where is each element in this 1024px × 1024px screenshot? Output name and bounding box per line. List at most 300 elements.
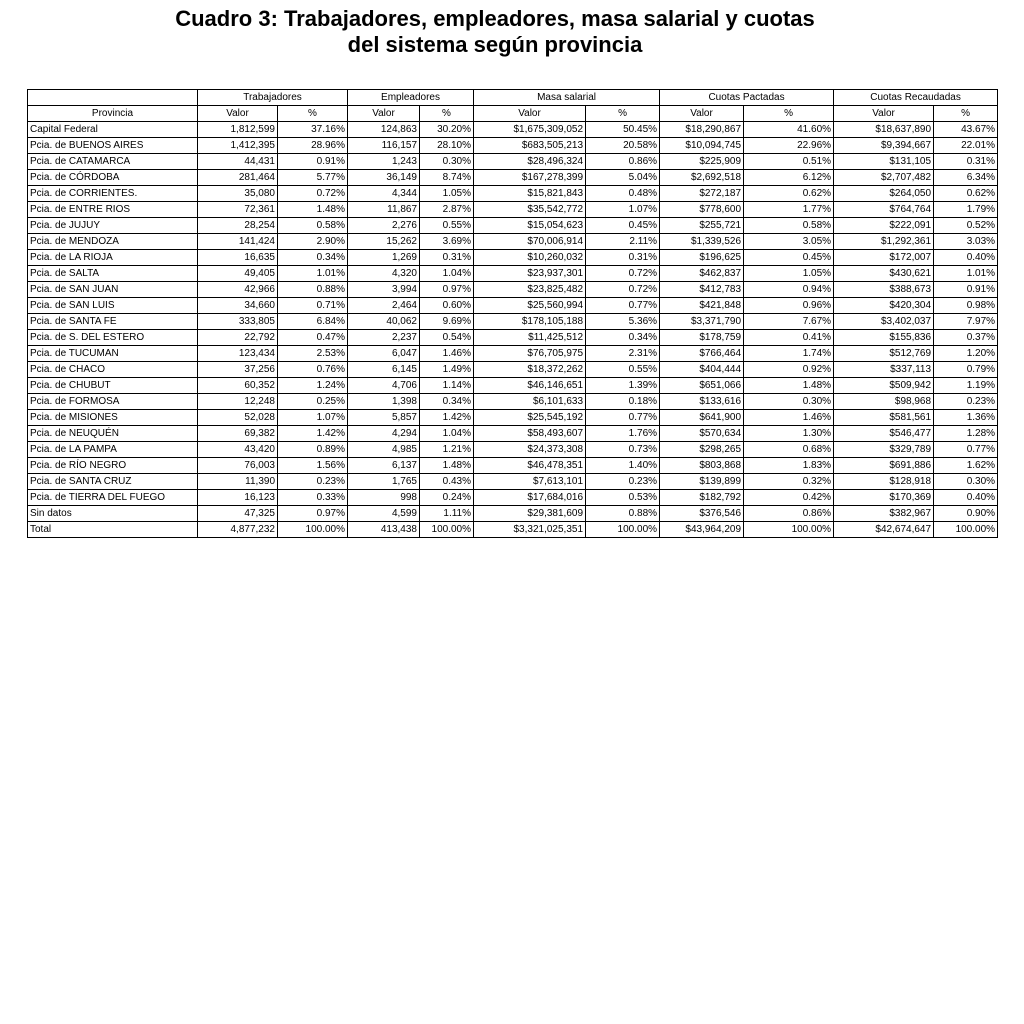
cell-trabajadores-valor: 1,412,395 (198, 138, 278, 154)
cell-cuotas-pactadas-pct: 0.30% (744, 394, 834, 410)
cell-empleadores-pct: 30.20% (420, 122, 474, 138)
cell-cuotas-pactadas-pct: 0.51% (744, 154, 834, 170)
cell-trabajadores-valor: 69,382 (198, 426, 278, 442)
table-row (28, 138, 998, 154)
cell-trabajadores-valor: 60,352 (198, 378, 278, 394)
cell-cuotas-recaudadas-pct: 0.62% (934, 186, 998, 202)
cell-trabajadores-pct: 0.71% (278, 298, 348, 314)
page-title (0, 6, 990, 58)
cell-empleadores-pct: 2.87% (420, 202, 474, 218)
cell-masa-salarial-valor: $18,372,262 (474, 362, 586, 378)
cell-cuotas-pactadas-valor: $43,964,209 (660, 522, 744, 538)
cell-cuotas-pactadas-pct: 0.41% (744, 330, 834, 346)
cell-trabajadores-pct: 0.23% (278, 474, 348, 490)
cell-cuotas-recaudadas-pct: 1.36% (934, 410, 998, 426)
cell-trabajadores-valor: 49,405 (198, 266, 278, 282)
cell-empleadores-pct: 1.21% (420, 442, 474, 458)
cell-cuotas-recaudadas-valor: $155,836 (834, 330, 934, 346)
cell-masa-salarial-valor: $70,006,914 (474, 234, 586, 250)
cell-cuotas-recaudadas-valor: $430,621 (834, 266, 934, 282)
cell-cuotas-pactadas-valor: $3,371,790 (660, 314, 744, 330)
cell-cuotas-pactadas-valor: $651,066 (660, 378, 744, 394)
cell-trabajadores-pct: 37.16% (278, 122, 348, 138)
cell-masa-salarial-pct: 0.48% (586, 186, 660, 202)
cell-trabajadores-pct: 0.47% (278, 330, 348, 346)
cell-provincia: Pcia. de MENDOZA (28, 234, 198, 250)
cell-cuotas-recaudadas-valor: $222,091 (834, 218, 934, 234)
cell-cuotas-recaudadas-valor: $1,292,361 (834, 234, 934, 250)
table-row (28, 154, 998, 170)
cell-trabajadores-valor: 47,325 (198, 506, 278, 522)
cell-masa-salarial-valor: $15,821,843 (474, 186, 586, 202)
cell-masa-salarial-valor: $10,260,032 (474, 250, 586, 266)
cell-cuotas-recaudadas-valor: $264,050 (834, 186, 934, 202)
table-row (28, 490, 998, 506)
group-header-empleadores: Empleadores (348, 90, 474, 106)
cell-masa-salarial-valor: $24,373,308 (474, 442, 586, 458)
cell-trabajadores-valor: 16,635 (198, 250, 278, 266)
cell-trabajadores-valor: 123,434 (198, 346, 278, 362)
cell-masa-salarial-valor: $6,101,633 (474, 394, 586, 410)
table-row (28, 234, 998, 250)
cell-trabajadores-pct: 0.25% (278, 394, 348, 410)
cell-trabajadores-pct: 0.33% (278, 490, 348, 506)
cell-cuotas-recaudadas-valor: $128,918 (834, 474, 934, 490)
cell-empleadores-valor: 4,706 (348, 378, 420, 394)
cell-masa-salarial-valor: $178,105,188 (474, 314, 586, 330)
table-row (28, 202, 998, 218)
cell-cuotas-pactadas-valor: $272,187 (660, 186, 744, 202)
cell-trabajadores-valor: 34,660 (198, 298, 278, 314)
cell-provincia: Capital Federal (28, 122, 198, 138)
sub-header-row (28, 106, 998, 122)
cell-trabajadores-pct: 1.48% (278, 202, 348, 218)
cell-cuotas-recaudadas-valor: $3,402,037 (834, 314, 934, 330)
cell-masa-salarial-pct: 2.31% (586, 346, 660, 362)
cell-masa-salarial-valor: $28,496,324 (474, 154, 586, 170)
cell-trabajadores-pct: 0.34% (278, 250, 348, 266)
cell-cuotas-recaudadas-pct: 0.52% (934, 218, 998, 234)
cell-cuotas-recaudadas-pct: 43.67% (934, 122, 998, 138)
cell-cuotas-pactadas-pct: 1.48% (744, 378, 834, 394)
cell-empleadores-valor: 40,062 (348, 314, 420, 330)
cell-cuotas-recaudadas-valor: $546,477 (834, 426, 934, 442)
cell-provincia: Sin datos (28, 506, 198, 522)
cell-provincia: Pcia. de FORMOSA (28, 394, 198, 410)
cell-masa-salarial-valor: $76,705,975 (474, 346, 586, 362)
cell-provincia: Total (28, 522, 198, 538)
cell-masa-salarial-pct: 1.39% (586, 378, 660, 394)
sub-header-valor: Valor (660, 106, 744, 122)
cell-cuotas-recaudadas-pct: 0.40% (934, 490, 998, 506)
cell-empleadores-pct: 0.34% (420, 394, 474, 410)
cell-trabajadores-pct: 0.91% (278, 154, 348, 170)
cell-masa-salarial-valor: $1,675,309,052 (474, 122, 586, 138)
cell-provincia: Pcia. de SANTA CRUZ (28, 474, 198, 490)
cell-cuotas-recaudadas-valor: $42,674,647 (834, 522, 934, 538)
cell-empleadores-pct: 1.04% (420, 426, 474, 442)
cell-masa-salarial-pct: 0.31% (586, 250, 660, 266)
cell-cuotas-recaudadas-valor: $9,394,667 (834, 138, 934, 154)
cell-cuotas-pactadas-pct: 0.68% (744, 442, 834, 458)
table-row (28, 298, 998, 314)
cell-provincia: Pcia. de SANTA FE (28, 314, 198, 330)
cell-cuotas-recaudadas-pct: 0.91% (934, 282, 998, 298)
cell-masa-salarial-valor: $15,054,623 (474, 218, 586, 234)
cell-masa-salarial-valor: $683,505,213 (474, 138, 586, 154)
cell-cuotas-pactadas-valor: $778,600 (660, 202, 744, 218)
cell-trabajadores-valor: 1,812,599 (198, 122, 278, 138)
cell-cuotas-recaudadas-pct: 1.28% (934, 426, 998, 442)
cell-empleadores-pct: 8.74% (420, 170, 474, 186)
table-row (28, 458, 998, 474)
cell-cuotas-pactadas-pct: 1.30% (744, 426, 834, 442)
cell-masa-salarial-pct: 0.77% (586, 298, 660, 314)
cell-cuotas-recaudadas-pct: 7.97% (934, 314, 998, 330)
cell-provincia: Pcia. de TUCUMAN (28, 346, 198, 362)
cell-trabajadores-pct: 100.00% (278, 522, 348, 538)
cell-trabajadores-pct: 1.56% (278, 458, 348, 474)
cell-empleadores-valor: 15,262 (348, 234, 420, 250)
cell-cuotas-recaudadas-pct: 0.98% (934, 298, 998, 314)
cell-trabajadores-pct: 1.01% (278, 266, 348, 282)
sub-header-valor: Valor (198, 106, 278, 122)
cell-empleadores-valor: 11,867 (348, 202, 420, 218)
cell-cuotas-recaudadas-valor: $512,769 (834, 346, 934, 362)
cell-masa-salarial-pct: 5.36% (586, 314, 660, 330)
cell-provincia: Pcia. de CATAMARCA (28, 154, 198, 170)
cell-empleadores-pct: 1.49% (420, 362, 474, 378)
cell-cuotas-pactadas-valor: $376,546 (660, 506, 744, 522)
cell-empleadores-pct: 0.31% (420, 250, 474, 266)
cell-empleadores-pct: 1.04% (420, 266, 474, 282)
cell-empleadores-pct: 1.11% (420, 506, 474, 522)
sub-header-percent: % (586, 106, 660, 122)
cell-trabajadores-pct: 0.58% (278, 218, 348, 234)
cell-empleadores-pct: 0.97% (420, 282, 474, 298)
cell-trabajadores-valor: 44,431 (198, 154, 278, 170)
cell-provincia: Pcia. de CORRIENTES. (28, 186, 198, 202)
cell-cuotas-recaudadas-valor: $18,637,890 (834, 122, 934, 138)
cell-empleadores-valor: 36,149 (348, 170, 420, 186)
cell-empleadores-valor: 6,145 (348, 362, 420, 378)
cell-trabajadores-pct: 0.76% (278, 362, 348, 378)
cell-cuotas-pactadas-pct: 22.96% (744, 138, 834, 154)
cell-empleadores-valor: 4,320 (348, 266, 420, 282)
cell-empleadores-pct: 1.42% (420, 410, 474, 426)
cell-cuotas-pactadas-pct: 7.67% (744, 314, 834, 330)
cell-trabajadores-pct: 6.84% (278, 314, 348, 330)
cell-cuotas-pactadas-pct: 0.58% (744, 218, 834, 234)
cell-cuotas-recaudadas-pct: 0.90% (934, 506, 998, 522)
cell-cuotas-recaudadas-valor: $382,967 (834, 506, 934, 522)
table-row (28, 330, 998, 346)
cell-cuotas-recaudadas-pct: 1.62% (934, 458, 998, 474)
cell-cuotas-recaudadas-pct: 0.77% (934, 442, 998, 458)
cell-empleadores-pct: 28.10% (420, 138, 474, 154)
cell-provincia: Pcia. de NEUQUÉN (28, 426, 198, 442)
cell-empleadores-valor: 2,464 (348, 298, 420, 314)
cell-trabajadores-pct: 0.72% (278, 186, 348, 202)
table-row (28, 410, 998, 426)
table-row (28, 218, 998, 234)
cell-masa-salarial-pct: 0.34% (586, 330, 660, 346)
cell-cuotas-pactadas-valor: $404,444 (660, 362, 744, 378)
table-body (28, 122, 998, 538)
cell-cuotas-pactadas-valor: $570,634 (660, 426, 744, 442)
cell-masa-salarial-pct: 1.07% (586, 202, 660, 218)
sub-header-percent: % (278, 106, 348, 122)
cell-masa-salarial-valor: $25,545,192 (474, 410, 586, 426)
cell-trabajadores-pct: 28.96% (278, 138, 348, 154)
cell-cuotas-pactadas-valor: $421,848 (660, 298, 744, 314)
cell-empleadores-pct: 3.69% (420, 234, 474, 250)
cell-trabajadores-valor: 28,254 (198, 218, 278, 234)
cell-cuotas-pactadas-pct: 0.62% (744, 186, 834, 202)
cell-empleadores-pct: 0.55% (420, 218, 474, 234)
cell-cuotas-recaudadas-valor: $170,369 (834, 490, 934, 506)
cell-masa-salarial-pct: 0.86% (586, 154, 660, 170)
sub-header-percent: % (744, 106, 834, 122)
cell-empleadores-pct: 100.00% (420, 522, 474, 538)
sub-header-valor: Valor (834, 106, 934, 122)
cell-empleadores-pct: 0.54% (420, 330, 474, 346)
cell-trabajadores-pct: 2.53% (278, 346, 348, 362)
cell-masa-salarial-valor: $7,613,101 (474, 474, 586, 490)
table-row (28, 362, 998, 378)
cell-masa-salarial-pct: 0.73% (586, 442, 660, 458)
cell-masa-salarial-valor: $3,321,025,351 (474, 522, 586, 538)
cell-empleadores-pct: 0.24% (420, 490, 474, 506)
cell-masa-salarial-valor: $29,381,609 (474, 506, 586, 522)
cell-masa-salarial-pct: 1.76% (586, 426, 660, 442)
cell-cuotas-pactadas-valor: $412,783 (660, 282, 744, 298)
cell-cuotas-pactadas-valor: $133,616 (660, 394, 744, 410)
table-row (28, 394, 998, 410)
cell-cuotas-recaudadas-pct: 0.40% (934, 250, 998, 266)
cell-provincia: Pcia. de S. DEL ESTERO (28, 330, 198, 346)
cell-cuotas-recaudadas-valor: $388,673 (834, 282, 934, 298)
cell-masa-salarial-pct: 5.04% (586, 170, 660, 186)
total-row (28, 522, 998, 538)
cell-cuotas-pactadas-pct: 0.32% (744, 474, 834, 490)
cell-masa-salarial-pct: 0.72% (586, 282, 660, 298)
cell-cuotas-recaudadas-pct: 1.79% (934, 202, 998, 218)
cell-trabajadores-valor: 12,248 (198, 394, 278, 410)
cell-empleadores-valor: 116,157 (348, 138, 420, 154)
cell-cuotas-pactadas-valor: $766,464 (660, 346, 744, 362)
cell-cuotas-pactadas-valor: $255,721 (660, 218, 744, 234)
cell-cuotas-recaudadas-pct: 0.37% (934, 330, 998, 346)
sub-header-percent: % (420, 106, 474, 122)
cell-cuotas-recaudadas-pct: 6.34% (934, 170, 998, 186)
cell-masa-salarial-pct: 0.23% (586, 474, 660, 490)
cell-empleadores-pct: 0.30% (420, 154, 474, 170)
cell-trabajadores-valor: 43,420 (198, 442, 278, 458)
cell-empleadores-pct: 9.69% (420, 314, 474, 330)
cell-provincia: Pcia. de ENTRE RIOS (28, 202, 198, 218)
table-row (28, 506, 998, 522)
cell-trabajadores-valor: 141,424 (198, 234, 278, 250)
cell-empleadores-valor: 998 (348, 490, 420, 506)
table-row (28, 122, 998, 138)
cell-cuotas-pactadas-pct: 0.92% (744, 362, 834, 378)
cell-cuotas-recaudadas-valor: $329,789 (834, 442, 934, 458)
cell-masa-salarial-pct: 2.11% (586, 234, 660, 250)
cell-cuotas-recaudadas-valor: $337,113 (834, 362, 934, 378)
cell-cuotas-recaudadas-valor: $172,007 (834, 250, 934, 266)
cell-trabajadores-valor: 42,966 (198, 282, 278, 298)
cell-empleadores-pct: 1.48% (420, 458, 474, 474)
cell-provincia: Pcia. de CHUBUT (28, 378, 198, 394)
cell-trabajadores-valor: 281,464 (198, 170, 278, 186)
title-line-2: del sistema según provincia (347, 32, 643, 57)
cell-cuotas-recaudadas-pct: 0.31% (934, 154, 998, 170)
cell-empleadores-valor: 2,237 (348, 330, 420, 346)
cell-masa-salarial-pct: 50.45% (586, 122, 660, 138)
cell-cuotas-pactadas-pct: 0.94% (744, 282, 834, 298)
group-header-masa-salarial: Masa salarial (474, 90, 660, 106)
cell-masa-salarial-pct: 0.18% (586, 394, 660, 410)
table-row (28, 250, 998, 266)
cell-cuotas-recaudadas-valor: $764,764 (834, 202, 934, 218)
cell-cuotas-recaudadas-pct: 3.03% (934, 234, 998, 250)
cell-cuotas-recaudadas-valor: $420,304 (834, 298, 934, 314)
cell-cuotas-pactadas-pct: 0.42% (744, 490, 834, 506)
group-header-trabajadores: Trabajadores (198, 90, 348, 106)
cell-cuotas-recaudadas-pct: 0.30% (934, 474, 998, 490)
cell-empleadores-pct: 0.60% (420, 298, 474, 314)
table-row (28, 346, 998, 362)
table-row (28, 186, 998, 202)
cell-masa-salarial-pct: 0.88% (586, 506, 660, 522)
cell-provincia: Pcia. de CÓRDOBA (28, 170, 198, 186)
cell-cuotas-pactadas-valor: $298,265 (660, 442, 744, 458)
cell-empleadores-valor: 6,137 (348, 458, 420, 474)
sub-header-valor: Valor (348, 106, 420, 122)
group-header-row (28, 90, 998, 106)
cell-cuotas-recaudadas-valor: $691,886 (834, 458, 934, 474)
cell-trabajadores-valor: 4,877,232 (198, 522, 278, 538)
cell-empleadores-valor: 4,985 (348, 442, 420, 458)
cell-cuotas-pactadas-pct: 41.60% (744, 122, 834, 138)
table-row (28, 170, 998, 186)
sub-header-percent: % (934, 106, 998, 122)
cell-masa-salarial-pct: 20.58% (586, 138, 660, 154)
cell-masa-salarial-pct: 1.40% (586, 458, 660, 474)
cell-masa-salarial-valor: $11,425,512 (474, 330, 586, 346)
cell-empleadores-valor: 3,994 (348, 282, 420, 298)
cell-cuotas-pactadas-pct: 0.86% (744, 506, 834, 522)
cell-cuotas-recaudadas-valor: $2,707,482 (834, 170, 934, 186)
cell-trabajadores-valor: 333,805 (198, 314, 278, 330)
cell-cuotas-pactadas-valor: $18,290,867 (660, 122, 744, 138)
cell-masa-salarial-pct: 0.77% (586, 410, 660, 426)
cell-masa-salarial-pct: 0.72% (586, 266, 660, 282)
cell-trabajadores-pct: 1.07% (278, 410, 348, 426)
cell-provincia: Pcia. de SALTA (28, 266, 198, 282)
cell-cuotas-pactadas-valor: $641,900 (660, 410, 744, 426)
cell-empleadores-valor: 124,863 (348, 122, 420, 138)
cell-empleadores-pct: 1.46% (420, 346, 474, 362)
table-row (28, 282, 998, 298)
cell-cuotas-pactadas-valor: $803,868 (660, 458, 744, 474)
cell-trabajadores-valor: 37,256 (198, 362, 278, 378)
cell-provincia: Pcia. de MISIONES (28, 410, 198, 426)
cell-cuotas-pactadas-valor: $1,339,526 (660, 234, 744, 250)
cell-cuotas-pactadas-pct: 1.46% (744, 410, 834, 426)
cell-masa-salarial-valor: $23,937,301 (474, 266, 586, 282)
cell-provincia: Pcia. de RÍO NEGRO (28, 458, 198, 474)
cell-masa-salarial-pct: 0.45% (586, 218, 660, 234)
table-row (28, 314, 998, 330)
cell-provincia: Pcia. de SAN LUIS (28, 298, 198, 314)
cell-cuotas-pactadas-pct: 0.96% (744, 298, 834, 314)
cell-trabajadores-valor: 22,792 (198, 330, 278, 346)
cell-empleadores-valor: 4,294 (348, 426, 420, 442)
cell-masa-salarial-valor: $46,478,351 (474, 458, 586, 474)
cell-masa-salarial-pct: 0.53% (586, 490, 660, 506)
table-row (28, 474, 998, 490)
data-table (27, 89, 998, 538)
cell-cuotas-recaudadas-pct: 0.23% (934, 394, 998, 410)
cell-masa-salarial-pct: 100.00% (586, 522, 660, 538)
cell-cuotas-pactadas-valor: $182,792 (660, 490, 744, 506)
cell-masa-salarial-valor: $35,542,772 (474, 202, 586, 218)
cell-cuotas-pactadas-pct: 1.83% (744, 458, 834, 474)
cell-empleadores-valor: 1,269 (348, 250, 420, 266)
cell-empleadores-pct: 0.43% (420, 474, 474, 490)
cell-provincia: Pcia. de BUENOS AIRES (28, 138, 198, 154)
cell-provincia: Pcia. de JUJUY (28, 218, 198, 234)
cell-cuotas-pactadas-pct: 1.05% (744, 266, 834, 282)
cell-trabajadores-pct: 2.90% (278, 234, 348, 250)
group-header-blank (28, 90, 198, 106)
cell-cuotas-pactadas-pct: 6.12% (744, 170, 834, 186)
cell-empleadores-valor: 5,857 (348, 410, 420, 426)
cell-empleadores-valor: 1,398 (348, 394, 420, 410)
cell-masa-salarial-valor: $58,493,607 (474, 426, 586, 442)
cell-trabajadores-valor: 35,080 (198, 186, 278, 202)
cell-masa-salarial-valor: $17,684,016 (474, 490, 586, 506)
cell-empleadores-valor: 4,599 (348, 506, 420, 522)
cell-cuotas-pactadas-valor: $2,692,518 (660, 170, 744, 186)
cell-cuotas-pactadas-valor: $196,625 (660, 250, 744, 266)
cell-empleadores-valor: 4,344 (348, 186, 420, 202)
cell-trabajadores-pct: 1.42% (278, 426, 348, 442)
cell-trabajadores-pct: 0.88% (278, 282, 348, 298)
table-row (28, 442, 998, 458)
group-header-cuotas-pactadas: Cuotas Pactadas (660, 90, 834, 106)
table-row (28, 266, 998, 282)
cell-cuotas-recaudadas-valor: $509,942 (834, 378, 934, 394)
cell-masa-salarial-valor: $167,278,399 (474, 170, 586, 186)
cell-cuotas-recaudadas-valor: $581,561 (834, 410, 934, 426)
cell-cuotas-pactadas-valor: $139,899 (660, 474, 744, 490)
cell-trabajadores-pct: 1.24% (278, 378, 348, 394)
cell-cuotas-recaudadas-pct: 0.79% (934, 362, 998, 378)
cell-cuotas-pactadas-pct: 3.05% (744, 234, 834, 250)
cell-cuotas-recaudadas-pct: 1.01% (934, 266, 998, 282)
cell-cuotas-pactadas-pct: 0.45% (744, 250, 834, 266)
cell-cuotas-pactadas-pct: 1.77% (744, 202, 834, 218)
cell-empleadores-pct: 1.14% (420, 378, 474, 394)
sub-header-valor: Valor (474, 106, 586, 122)
cell-cuotas-recaudadas-valor: $98,968 (834, 394, 934, 410)
cell-trabajadores-pct: 0.97% (278, 506, 348, 522)
cell-cuotas-pactadas-valor: $178,759 (660, 330, 744, 346)
cell-provincia: Pcia. de TIERRA DEL FUEGO (28, 490, 198, 506)
